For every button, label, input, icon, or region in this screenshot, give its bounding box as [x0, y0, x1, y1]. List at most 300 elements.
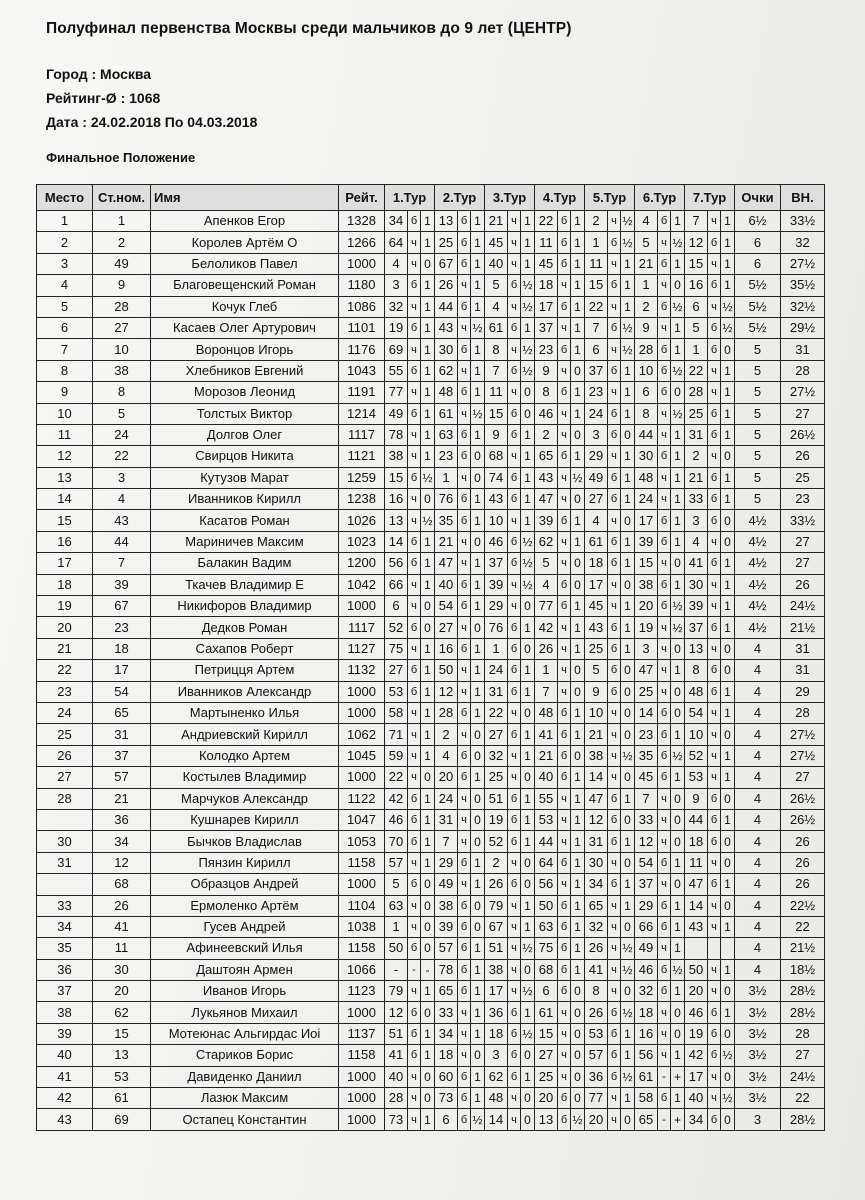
round-result-cell: 1 — [621, 275, 635, 296]
buchholz-cell: 27½ — [781, 724, 825, 745]
round-result-cell: 1 — [571, 253, 585, 274]
round-result-cell: 1 — [421, 360, 435, 381]
buchholz-cell: 27 — [781, 553, 825, 574]
round-result-cell: ½ — [671, 617, 685, 638]
round-result-cell: 1 — [471, 1002, 485, 1023]
round-result-cell: 1 — [621, 403, 635, 424]
round-color-cell: б — [708, 1045, 721, 1066]
round-opponent-cell: 65 — [435, 981, 458, 1002]
round-opponent-cell: 47 — [635, 660, 658, 681]
round-color-cell: ч — [658, 232, 671, 253]
points-cell: 4 — [735, 852, 781, 873]
table-row — [37, 574, 825, 595]
round-color-cell: ч — [558, 617, 571, 638]
round-color-cell: ч — [508, 446, 521, 467]
round-result-cell: 1 — [571, 403, 585, 424]
round-color-cell: ч — [508, 981, 521, 1002]
round-opponent-cell: 4 — [535, 574, 558, 595]
round-result-cell: 0 — [521, 596, 535, 617]
rating-cell: 1000 — [339, 1109, 385, 1130]
table-row — [37, 1002, 825, 1023]
rating-cell: 1000 — [339, 596, 385, 617]
round-result-cell: 1 — [421, 788, 435, 809]
start-number-cell: 17 — [93, 660, 151, 681]
round-opponent-cell: 1 — [385, 916, 408, 937]
points-cell: 4 — [735, 959, 781, 980]
round-result-cell: 0 — [721, 831, 735, 852]
round-color-cell: ч — [708, 724, 721, 745]
round-result-cell: 0 — [721, 1066, 735, 1087]
round-result-cell: 0 — [571, 681, 585, 702]
round-result-cell: 0 — [621, 981, 635, 1002]
player-name-cell: Мариничев Максим — [151, 531, 339, 552]
round-color-cell: б — [608, 638, 621, 659]
round-opponent-cell: 58 — [635, 1088, 658, 1109]
round-opponent-cell: 13 — [535, 1109, 558, 1130]
round-opponent-cell: 42 — [685, 1045, 708, 1066]
round-result-cell: 0 — [721, 852, 735, 873]
round-result-cell: ½ — [621, 938, 635, 959]
rating-cell: 1000 — [339, 767, 385, 788]
round-opponent-cell: 5 — [635, 232, 658, 253]
round-opponent-cell: 30 — [685, 574, 708, 595]
round-result-cell: 1 — [571, 211, 585, 232]
round-color-cell: ч — [608, 1088, 621, 1109]
round-color-cell: б — [508, 831, 521, 852]
round-opponent-cell: 22 — [585, 296, 608, 317]
round-result-cell: 1 — [421, 852, 435, 873]
table-row — [37, 253, 825, 274]
round-result-cell: 0 — [421, 596, 435, 617]
table-row — [37, 938, 825, 959]
round-opponent-cell: 10 — [685, 724, 708, 745]
round-result-cell: ½ — [721, 296, 735, 317]
round-result-cell: 1 — [721, 211, 735, 232]
round-result-cell: 0 — [521, 638, 535, 659]
round-color-cell: ч — [708, 1088, 721, 1109]
start-number-cell: 12 — [93, 852, 151, 873]
round-color-cell: ч — [708, 702, 721, 723]
round-opponent-cell: 37 — [635, 874, 658, 895]
round-result-cell: ½ — [521, 1023, 535, 1044]
round-opponent-cell: 4 — [685, 531, 708, 552]
player-name-cell: Апенков Егор — [151, 211, 339, 232]
round-color-cell: ч — [708, 531, 721, 552]
round-result-cell: 1 — [721, 253, 735, 274]
round-color-cell: б — [458, 1088, 471, 1109]
round-opponent-cell: 41 — [385, 1045, 408, 1066]
table-row — [37, 767, 825, 788]
round-result-cell: 1 — [471, 1066, 485, 1087]
round-color-cell: ч — [708, 296, 721, 317]
buchholz-cell: 18½ — [781, 959, 825, 980]
round-opponent-cell: 38 — [585, 745, 608, 766]
round-result-cell: 1 — [671, 489, 685, 510]
round-color-cell: ч — [558, 467, 571, 488]
round-result-cell: 1 — [571, 831, 585, 852]
place-cell: 11 — [37, 424, 93, 445]
table-row — [37, 489, 825, 510]
round-color-cell: ч — [408, 424, 421, 445]
round-color-cell: б — [608, 232, 621, 253]
round-color-cell: б — [558, 745, 571, 766]
round-result-cell: 0 — [721, 531, 735, 552]
rating-cell: 1180 — [339, 275, 385, 296]
round-opponent-cell: - — [385, 959, 408, 980]
round-opponent-cell: 38 — [385, 446, 408, 467]
round-color-cell: б — [508, 660, 521, 681]
round-result-cell: 1 — [521, 424, 535, 445]
table-row — [37, 211, 825, 232]
round-color-cell: б — [508, 467, 521, 488]
round-opponent-cell: 36 — [585, 1066, 608, 1087]
round-color-cell: б — [558, 767, 571, 788]
round-opponent-cell: 16 — [685, 275, 708, 296]
start-number-cell: 28 — [93, 296, 151, 317]
round-opponent-cell: 32 — [485, 745, 508, 766]
round-opponent-cell: 47 — [585, 788, 608, 809]
round-color-cell: ч — [558, 360, 571, 381]
round-result-cell: 0 — [671, 702, 685, 723]
player-name-cell: Иванников Александр — [151, 681, 339, 702]
round-opponent-cell: 40 — [435, 574, 458, 595]
round-opponent-cell: 6 — [585, 339, 608, 360]
round-opponent-cell: 21 — [535, 745, 558, 766]
round-color-cell: ч — [708, 981, 721, 1002]
round-color-cell: ч — [708, 852, 721, 873]
round-color-cell: б — [608, 275, 621, 296]
player-name-cell: Сахапов Роберт — [151, 638, 339, 659]
round-result-cell: 1 — [521, 831, 535, 852]
round-result-cell: 1 — [621, 553, 635, 574]
round-result-cell: 1 — [471, 660, 485, 681]
round-opponent-cell: 5 — [585, 660, 608, 681]
round-opponent-cell: 39 — [435, 916, 458, 937]
round-opponent-cell: 1 — [635, 275, 658, 296]
round-result-cell: 1 — [521, 809, 535, 830]
round-result-cell: ½ — [521, 339, 535, 360]
round-opponent-cell: 16 — [435, 638, 458, 659]
round-color-cell: ч — [658, 681, 671, 702]
round-color-cell: б — [658, 360, 671, 381]
points-cell: 5½ — [735, 296, 781, 317]
round-opponent-cell: 37 — [485, 553, 508, 574]
round-color-cell: б — [408, 831, 421, 852]
round-color-cell: ч — [608, 382, 621, 403]
round-opponent-cell: 70 — [385, 831, 408, 852]
round-color-cell: б — [458, 232, 471, 253]
place-cell: 26 — [37, 745, 93, 766]
round-opponent-cell: 6 — [685, 296, 708, 317]
round-result-cell: 1 — [721, 596, 735, 617]
round-color-cell: б — [458, 895, 471, 916]
rating-cell: 1117 — [339, 617, 385, 638]
round-result-cell: 0 — [671, 831, 685, 852]
round-opponent-cell: 37 — [535, 317, 558, 338]
round-color-cell: ч — [608, 959, 621, 980]
round-opponent-cell: 11 — [535, 232, 558, 253]
round-result-cell: ½ — [521, 981, 535, 1002]
buchholz-cell: 31 — [781, 638, 825, 659]
place-cell: 24 — [37, 702, 93, 723]
rating-cell: 1045 — [339, 745, 385, 766]
round-opponent-cell: 63 — [435, 424, 458, 445]
place-cell: 35 — [37, 938, 93, 959]
round-color-cell: ч — [708, 574, 721, 595]
points-cell: 6 — [735, 232, 781, 253]
place-cell: 38 — [37, 1002, 93, 1023]
round-color-cell: ч — [408, 916, 421, 937]
round-opponent-cell: 47 — [435, 553, 458, 574]
round-opponent-cell: 23 — [585, 382, 608, 403]
points-cell: 5½ — [735, 275, 781, 296]
round-opponent-cell: 48 — [535, 702, 558, 723]
round-result-cell: 1 — [621, 831, 635, 852]
round-result-cell: ½ — [621, 745, 635, 766]
round-result-cell: 1 — [571, 916, 585, 937]
round-result-cell: 0 — [521, 1088, 535, 1109]
round-color-cell: б — [458, 424, 471, 445]
round-opponent-cell: 17 — [685, 1066, 708, 1087]
round-result-cell: 1 — [471, 1023, 485, 1044]
round-color-cell: ч — [608, 852, 621, 873]
round-result-cell: 0 — [721, 724, 735, 745]
points-cell: 4 — [735, 702, 781, 723]
round-opponent-cell: 15 — [585, 275, 608, 296]
round-color-cell: б — [658, 767, 671, 788]
round-color-cell: б — [658, 531, 671, 552]
start-number-cell: 27 — [93, 317, 151, 338]
col-header: Место — [37, 185, 93, 211]
round-color-cell: б — [558, 852, 571, 873]
round-result-cell: 1 — [521, 788, 535, 809]
buchholz-cell: 26½ — [781, 809, 825, 830]
round-result-cell: 1 — [571, 531, 585, 552]
round-color-cell: б — [708, 553, 721, 574]
round-result-cell: 0 — [621, 916, 635, 937]
round-opponent-cell: 7 — [435, 831, 458, 852]
round-result-cell: 0 — [471, 809, 485, 830]
points-cell: 4½ — [735, 510, 781, 531]
buchholz-cell: 26 — [781, 831, 825, 852]
round-color-cell: ч — [558, 1023, 571, 1044]
round-color-cell: б — [408, 617, 421, 638]
start-number-cell: 61 — [93, 1088, 151, 1109]
round-color-cell: б — [658, 959, 671, 980]
table-row — [37, 681, 825, 702]
round-opponent-cell: 29 — [585, 446, 608, 467]
round-result-cell: 1 — [421, 317, 435, 338]
round-opponent-cell: 4 — [585, 510, 608, 531]
round-result-cell: 1 — [521, 232, 535, 253]
round-result-cell: 1 — [471, 574, 485, 595]
round-result-cell: ½ — [621, 339, 635, 360]
rating-cell: 1000 — [339, 1002, 385, 1023]
round-opponent-cell: 7 — [635, 788, 658, 809]
round-opponent-cell: 9 — [635, 317, 658, 338]
place-cell: 7 — [37, 339, 93, 360]
buchholz-cell: 26 — [781, 874, 825, 895]
round-opponent-cell: 17 — [485, 981, 508, 1002]
round-result-cell: 1 — [621, 382, 635, 403]
round-result-cell: 0 — [471, 617, 485, 638]
start-number-cell: 54 — [93, 681, 151, 702]
points-cell: 6½ — [735, 211, 781, 232]
round-color-cell: ч — [608, 211, 621, 232]
round-color-cell: б — [608, 553, 621, 574]
start-number-cell: 22 — [93, 446, 151, 467]
round-result-cell: 1 — [721, 874, 735, 895]
round-opponent-cell: 50 — [435, 660, 458, 681]
round-opponent-cell: 63 — [385, 895, 408, 916]
round-result-cell: 1 — [621, 467, 635, 488]
round-color-cell: б — [508, 788, 521, 809]
rating-cell: 1127 — [339, 638, 385, 659]
buchholz-cell: 27 — [781, 403, 825, 424]
round-result-cell: 0 — [621, 1109, 635, 1130]
round-opponent-cell: 43 — [535, 467, 558, 488]
round-opponent-cell: 16 — [635, 1023, 658, 1044]
points-cell: 4 — [735, 831, 781, 852]
round-opponent-cell: 73 — [435, 1088, 458, 1109]
round-opponent-cell: 44 — [535, 831, 558, 852]
round-opponent-cell: 21 — [635, 253, 658, 274]
round-color-cell: ч — [708, 959, 721, 980]
round-result-cell: 1 — [671, 510, 685, 531]
player-name-cell: Иванов Игорь — [151, 981, 339, 1002]
table-row — [37, 232, 825, 253]
round-result-cell: 1 — [671, 981, 685, 1002]
points-cell: 4 — [735, 916, 781, 937]
buchholz-cell: 32½ — [781, 296, 825, 317]
round-opponent-cell: 26 — [535, 638, 558, 659]
round-opponent-cell: 68 — [535, 959, 558, 980]
start-number-cell: 62 — [93, 1002, 151, 1023]
round-opponent-cell — [685, 938, 708, 959]
buchholz-cell: 27 — [781, 1045, 825, 1066]
round-opponent-cell: 62 — [535, 531, 558, 552]
round-result-cell: 1 — [571, 382, 585, 403]
round-color-cell: б — [708, 403, 721, 424]
round-opponent-cell: 7 — [535, 681, 558, 702]
round-result-cell: 1 — [621, 489, 635, 510]
round-color-cell: ч — [458, 660, 471, 681]
player-name-cell: Пянзин Кирилл — [151, 852, 339, 873]
round-opponent-cell: 71 — [385, 724, 408, 745]
round-color-cell: ч — [558, 1002, 571, 1023]
table-row — [37, 916, 825, 937]
round-opponent-cell: 56 — [385, 553, 408, 574]
round-color-cell: б — [558, 253, 571, 274]
round-color-cell: ч — [458, 831, 471, 852]
round-result-cell: 1 — [471, 296, 485, 317]
place-cell: 6 — [37, 317, 93, 338]
round-color-cell: б — [608, 531, 621, 552]
col-header: 5.Тур — [585, 185, 635, 211]
round-color-cell: б — [658, 724, 671, 745]
player-name-cell: Хлебников Евгений — [151, 360, 339, 381]
round-opponent-cell: 67 — [435, 253, 458, 274]
table-row — [37, 424, 825, 445]
round-result-cell: 0 — [571, 1088, 585, 1109]
round-result-cell: 1 — [621, 617, 635, 638]
round-opponent-cell: 12 — [635, 831, 658, 852]
start-number-cell: 34 — [93, 831, 151, 852]
round-color-cell: ч — [558, 681, 571, 702]
round-opponent-cell: 43 — [585, 617, 608, 638]
round-opponent-cell: 2 — [485, 852, 508, 873]
start-number-cell: 20 — [93, 981, 151, 1002]
round-opponent-cell: 17 — [535, 296, 558, 317]
table-row — [37, 745, 825, 766]
start-number-cell: 21 — [93, 788, 151, 809]
round-color-cell: б — [708, 1002, 721, 1023]
points-cell: 5 — [735, 446, 781, 467]
round-opponent-cell: 43 — [435, 317, 458, 338]
round-color-cell: ч — [458, 788, 471, 809]
player-name-cell: Стариков Борис — [151, 1045, 339, 1066]
round-opponent-cell: 29 — [485, 596, 508, 617]
round-opponent-cell: 34 — [685, 1109, 708, 1130]
round-opponent-cell: 28 — [635, 339, 658, 360]
round-result-cell: 1 — [621, 531, 635, 552]
round-color-cell: б — [558, 959, 571, 980]
start-number-cell: 11 — [93, 938, 151, 959]
points-cell: 4 — [735, 809, 781, 830]
place-cell: 5 — [37, 296, 93, 317]
round-opponent-cell: 18 — [585, 553, 608, 574]
round-opponent-cell: 24 — [635, 489, 658, 510]
round-color-cell: ч — [658, 660, 671, 681]
round-color-cell: ч — [458, 681, 471, 702]
round-result-cell: ½ — [621, 1002, 635, 1023]
start-number-cell: 37 — [93, 745, 151, 766]
round-result-cell: 0 — [471, 916, 485, 937]
start-number-cell: 7 — [93, 553, 151, 574]
round-result-cell: 1 — [421, 809, 435, 830]
rating-cell: 1043 — [339, 360, 385, 381]
round-opponent-cell: 15 — [685, 253, 708, 274]
round-opponent-cell: 20 — [435, 767, 458, 788]
round-opponent-cell: 43 — [485, 489, 508, 510]
round-result-cell: 1 — [471, 702, 485, 723]
round-opponent-cell: 21 — [435, 531, 458, 552]
round-opponent-cell: 25 — [635, 681, 658, 702]
start-number-cell: 2 — [93, 232, 151, 253]
round-result-cell: 0 — [721, 788, 735, 809]
round-color-cell: ч — [458, 1002, 471, 1023]
round-result-cell: ½ — [421, 467, 435, 488]
buchholz-cell: 28½ — [781, 1002, 825, 1023]
start-number-cell: 24 — [93, 424, 151, 445]
start-number-cell: 5 — [93, 403, 151, 424]
buchholz-cell: 27 — [781, 767, 825, 788]
place-cell — [37, 809, 93, 830]
round-result-cell: ½ — [471, 403, 485, 424]
buchholz-cell: 23 — [781, 489, 825, 510]
round-color-cell: б — [708, 809, 721, 830]
round-result-cell: 1 — [721, 959, 735, 980]
round-opponent-cell: 29 — [635, 895, 658, 916]
round-result-cell: 1 — [671, 938, 685, 959]
col-header: 7.Тур — [685, 185, 735, 211]
round-color-cell: ч — [658, 317, 671, 338]
round-result-cell: 0 — [421, 253, 435, 274]
place-cell — [37, 874, 93, 895]
round-opponent-cell: 44 — [435, 296, 458, 317]
player-name-cell: Воронцов Игорь — [151, 339, 339, 360]
round-result-cell: 1 — [471, 275, 485, 296]
